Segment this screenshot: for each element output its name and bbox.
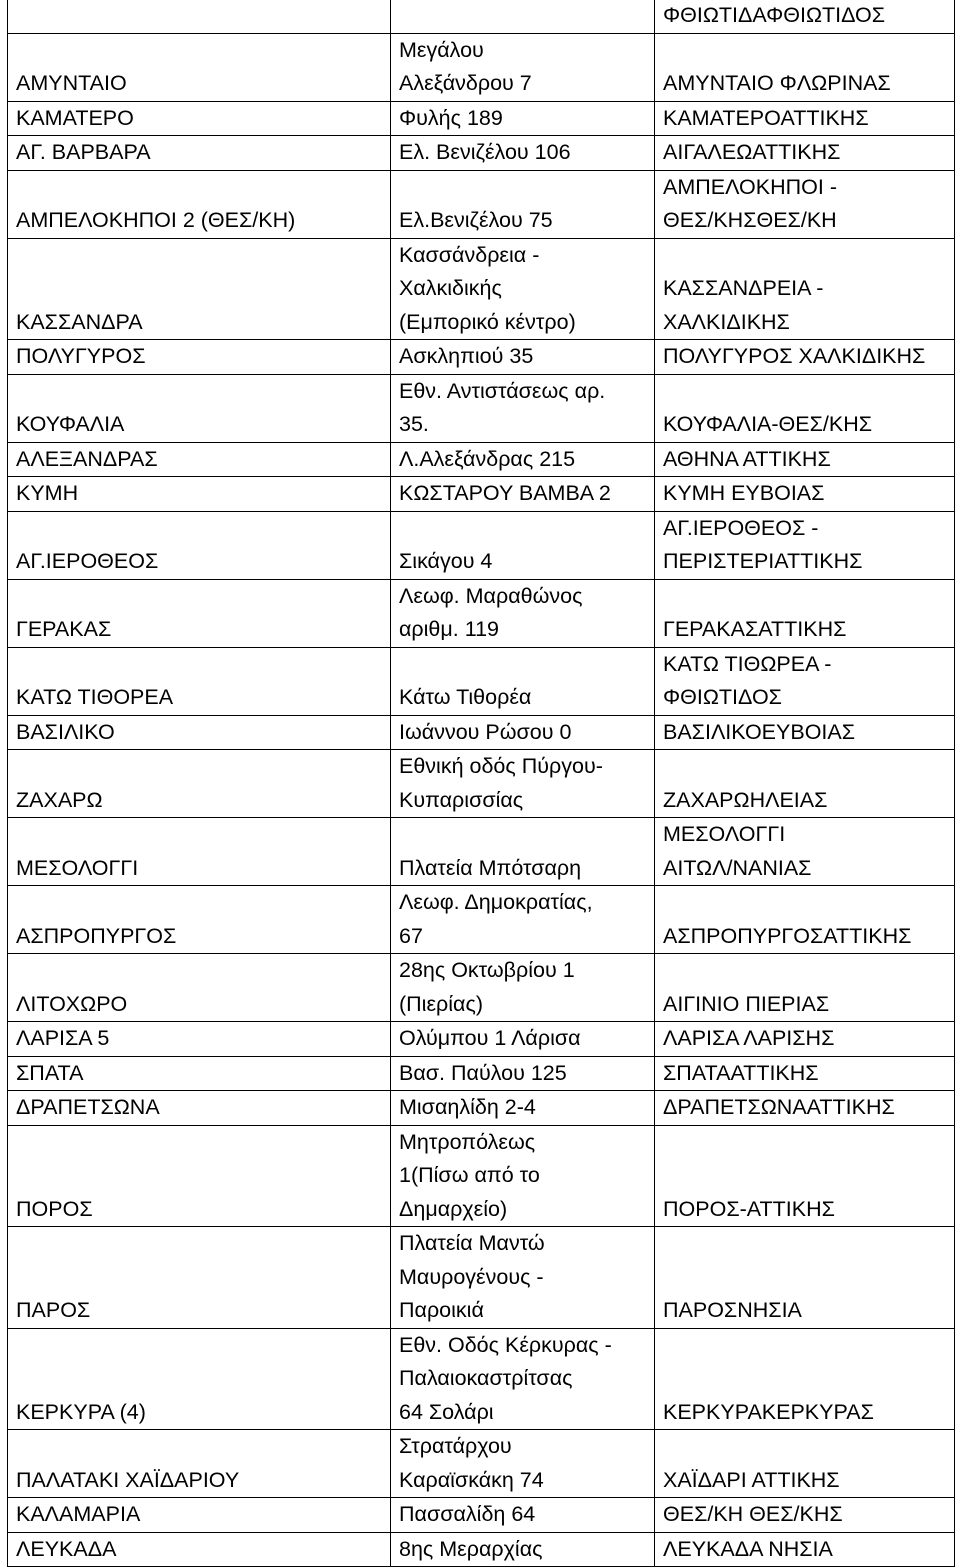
region-cell: ΚΥΜΗ ΕΥΒΟΙΑΣ	[655, 477, 955, 512]
address-cell: Ολύμπου 1 Λάρισα	[391, 1022, 655, 1057]
address-cell: Μισαηλίδη 2-4	[391, 1091, 655, 1126]
area-cell: ΜΕΣΟΛΟΓΓΙ	[8, 818, 391, 886]
table-row	[8, 1532, 955, 1567]
table-row	[8, 1056, 955, 1091]
area-cell: ΛΕΥΚΑΔΑ	[8, 1532, 391, 1567]
address-cell: Φυλής 189	[391, 101, 655, 136]
region-cell: ΣΠΑΤΑΑΤΤΙΚΗΣ	[655, 1056, 955, 1091]
table-row	[8, 1091, 955, 1126]
region-cell: ΛΑΡΙΣΑ ΛΑΡΙΣΗΣ	[655, 1022, 955, 1057]
table-row	[8, 818, 955, 886]
table-row	[8, 0, 955, 33]
region-cell: ΑΘΗΝΑ ΑΤΤΙΚΗΣ	[655, 442, 955, 477]
address-cell: Εθν. Οδός Κέρκυρας - Παλαιοκαστρίτσας 64 Σολάρι	[391, 1328, 655, 1430]
table-row	[8, 374, 955, 442]
address-cell: Πλατεία Μπότσαρη	[391, 818, 655, 886]
address-cell: Βασ. Παύλου 125	[391, 1056, 655, 1091]
area-cell: ΠΟΛΥΓΥΡΟΣ	[8, 340, 391, 375]
region-cell: ΧΑΪΔΑΡΙ ΑΤΤΙΚΗΣ	[655, 1430, 955, 1498]
region-cell: ΘΕΣ/ΚΗ ΘΕΣ/ΚΗΣ	[655, 1498, 955, 1533]
area-cell: ΠΑΛΑΤΑΚΙ ΧΑΪΔΑΡΙΟΥ	[8, 1430, 391, 1498]
address-cell: Πασσαλίδη 64	[391, 1498, 655, 1533]
area-cell: ΑΛΕΞΑΝΔΡΑΣ	[8, 442, 391, 477]
area-cell: ΚΟΥΦΑΛΙΑ	[8, 374, 391, 442]
address-cell	[391, 0, 655, 33]
area-cell: ΖΑΧΑΡΩ	[8, 750, 391, 818]
region-cell: ΑΣΠΡΟΠΥΡΓΟΣΑΤΤΙΚΗΣ	[655, 886, 955, 954]
area-cell: ΓΕΡΑΚΑΣ	[8, 579, 391, 647]
region-cell: ΠΟΛΥΓΥΡΟΣ ΧΑΛΚΙΔΙΚΗΣ	[655, 340, 955, 375]
area-cell: ΑΓ.ΙΕΡΟΘΕΟΣ	[8, 511, 391, 579]
address-cell: Λ.Αλεξάνδρας 215	[391, 442, 655, 477]
table-row	[8, 340, 955, 375]
area-cell: ΚΑΜΑΤΕΡΟ	[8, 101, 391, 136]
address-cell: Εθνική οδός Πύργου- Κυπαρισσίας	[391, 750, 655, 818]
address-cell: 28ης Οκτωβρίου 1 (Πιερίας)	[391, 954, 655, 1022]
region-cell: ΚΟΥΦΑΛΙΑ-ΘΕΣ/ΚΗΣ	[655, 374, 955, 442]
area-cell: ΠΑΡΟΣ	[8, 1227, 391, 1329]
address-cell: Πλατεία Μαντώ Μαυρογένους - Παροικιά	[391, 1227, 655, 1329]
region-cell: ΚΑΣΣΑΝΔΡΕΙΑ - ΧΑΛΚΙΔΙΚΗΣ	[655, 238, 955, 340]
address-cell: Κάτω Τιθορέα	[391, 647, 655, 715]
area-cell: ΔΡΑΠΕΤΣΩΝΑ	[8, 1091, 391, 1126]
table-row	[8, 1022, 955, 1057]
area-cell: ΣΠΑΤΑ	[8, 1056, 391, 1091]
table-row	[8, 1328, 955, 1430]
address-cell: Ιωάννου Ρώσου 0	[391, 715, 655, 750]
region-cell: ΓΕΡΑΚΑΣΑΤΤΙΚΗΣ	[655, 579, 955, 647]
region-cell: ΛΕΥΚΑΔΑ ΝΗΣΙΑ	[655, 1532, 955, 1567]
area-cell: ΒΑΣΙΛΙΚΟ	[8, 715, 391, 750]
area-cell: ΠΟΡΟΣ	[8, 1125, 391, 1227]
address-cell: Μεγάλου Αλεξάνδρου 7	[391, 33, 655, 101]
area-cell: ΚΑΛΑΜΑΡΙΑ	[8, 1498, 391, 1533]
address-cell: Κασσάνδρεια - Χαλκιδικής (Εμπορικό κέντρο)	[391, 238, 655, 340]
region-cell: ΜΕΣΟΛΟΓΓΙ ΑΙΤΩΛ/ΝΑΝΙΑΣ	[655, 818, 955, 886]
region-cell: ΦΘΙΩΤΙΔΑΦΘΙΩΤΙΔΟΣ	[655, 0, 955, 33]
area-cell: ΑΜΥΝΤΑΙΟ	[8, 33, 391, 101]
region-cell: ΚΕΡΚΥΡΑΚΕΡΚΥΡΑΣ	[655, 1328, 955, 1430]
address-cell: Σικάγου 4	[391, 511, 655, 579]
region-cell: ΠΑΡΟΣΝΗΣΙΑ	[655, 1227, 955, 1329]
table-row	[8, 33, 955, 101]
address-cell: Ελ.Βενιζέλου 75	[391, 170, 655, 238]
table-row	[8, 101, 955, 136]
address-cell: ΚΩΣΤΑΡΟΥ ΒΑΜΒΑ 2	[391, 477, 655, 512]
region-cell: ΔΡΑΠΕΤΣΩΝΑΑΤΤΙΚΗΣ	[655, 1091, 955, 1126]
address-cell: Ελ. Βενιζέλου 106	[391, 136, 655, 171]
region-cell: ΚΑΤΩ ΤΙΘΩΡΕΑ - ΦΘΙΩΤΙΔΟΣ	[655, 647, 955, 715]
table-row	[8, 886, 955, 954]
area-cell: ΚΕΡΚΥΡΑ (4)	[8, 1328, 391, 1430]
table-row	[8, 1227, 955, 1329]
area-cell: ΑΓ. ΒΑΡΒΑΡΑ	[8, 136, 391, 171]
table-row	[8, 477, 955, 512]
region-cell: ΑΙΓΙΝΙΟ ΠΙΕΡΙΑΣ	[655, 954, 955, 1022]
table-row	[8, 647, 955, 715]
table-row	[8, 238, 955, 340]
table-row	[8, 1125, 955, 1227]
address-cell: Εθν. Αντιστάσεως αρ. 35.	[391, 374, 655, 442]
address-cell: Μητροπόλεως 1(Πίσω από το Δημαρχείο)	[391, 1125, 655, 1227]
table-row	[8, 511, 955, 579]
area-cell	[8, 0, 391, 33]
address-cell: 8ης Μεραρχίας	[391, 1532, 655, 1567]
region-cell: ΖΑΧΑΡΩΗΛΕΙΑΣ	[655, 750, 955, 818]
table-row	[8, 1498, 955, 1533]
address-cell: Λεωφ. Μαραθώνος αριθμ. 119	[391, 579, 655, 647]
table-row	[8, 442, 955, 477]
area-cell: ΑΜΠΕΛΟΚΗΠΟΙ 2 (ΘΕΣ/ΚΗ)	[8, 170, 391, 238]
address-cell: Λεωφ. Δημοκρατίας, 67	[391, 886, 655, 954]
area-cell: ΛΑΡΙΣΑ 5	[8, 1022, 391, 1057]
locations-table	[7, 0, 955, 1567]
region-cell: ΑΜΥΝΤΑΙΟ ΦΛΩΡΙΝΑΣ	[655, 33, 955, 101]
region-cell: ΑΙΓΑΛΕΩΑΤΤΙΚΗΣ	[655, 136, 955, 171]
area-cell: ΚΥΜΗ	[8, 477, 391, 512]
address-cell: Ασκληπιού 35	[391, 340, 655, 375]
area-cell: ΚΑΤΩ ΤΙΘΟΡΕΑ	[8, 647, 391, 715]
table-row	[8, 750, 955, 818]
area-cell: ΛΙΤΟΧΩΡΟ	[8, 954, 391, 1022]
address-cell: Στρατάρχου Καραϊσκάκη 74	[391, 1430, 655, 1498]
locations-table-body	[8, 0, 955, 1567]
region-cell: ΑΓ.ΙΕΡΟΘΕΟΣ - ΠΕΡΙΣΤΕΡΙΑΤΤΙΚΗΣ	[655, 511, 955, 579]
region-cell: ΑΜΠΕΛΟΚΗΠΟΙ - ΘΕΣ/ΚΗΣΘΕΣ/ΚΗ	[655, 170, 955, 238]
table-row	[8, 715, 955, 750]
region-cell: ΚΑΜΑΤΕΡΟΑΤΤΙΚΗΣ	[655, 101, 955, 136]
table-row	[8, 1430, 955, 1498]
table-row	[8, 136, 955, 171]
area-cell: ΚΑΣΣΑΝΔΡΑ	[8, 238, 391, 340]
table-row	[8, 579, 955, 647]
table-row	[8, 954, 955, 1022]
region-cell: ΒΑΣΙΛΙΚΟΕΥΒΟΙΑΣ	[655, 715, 955, 750]
region-cell: ΠΟΡΟΣ-ΑΤΤΙΚΗΣ	[655, 1125, 955, 1227]
area-cell: ΑΣΠΡΟΠΥΡΓΟΣ	[8, 886, 391, 954]
table-row	[8, 170, 955, 238]
